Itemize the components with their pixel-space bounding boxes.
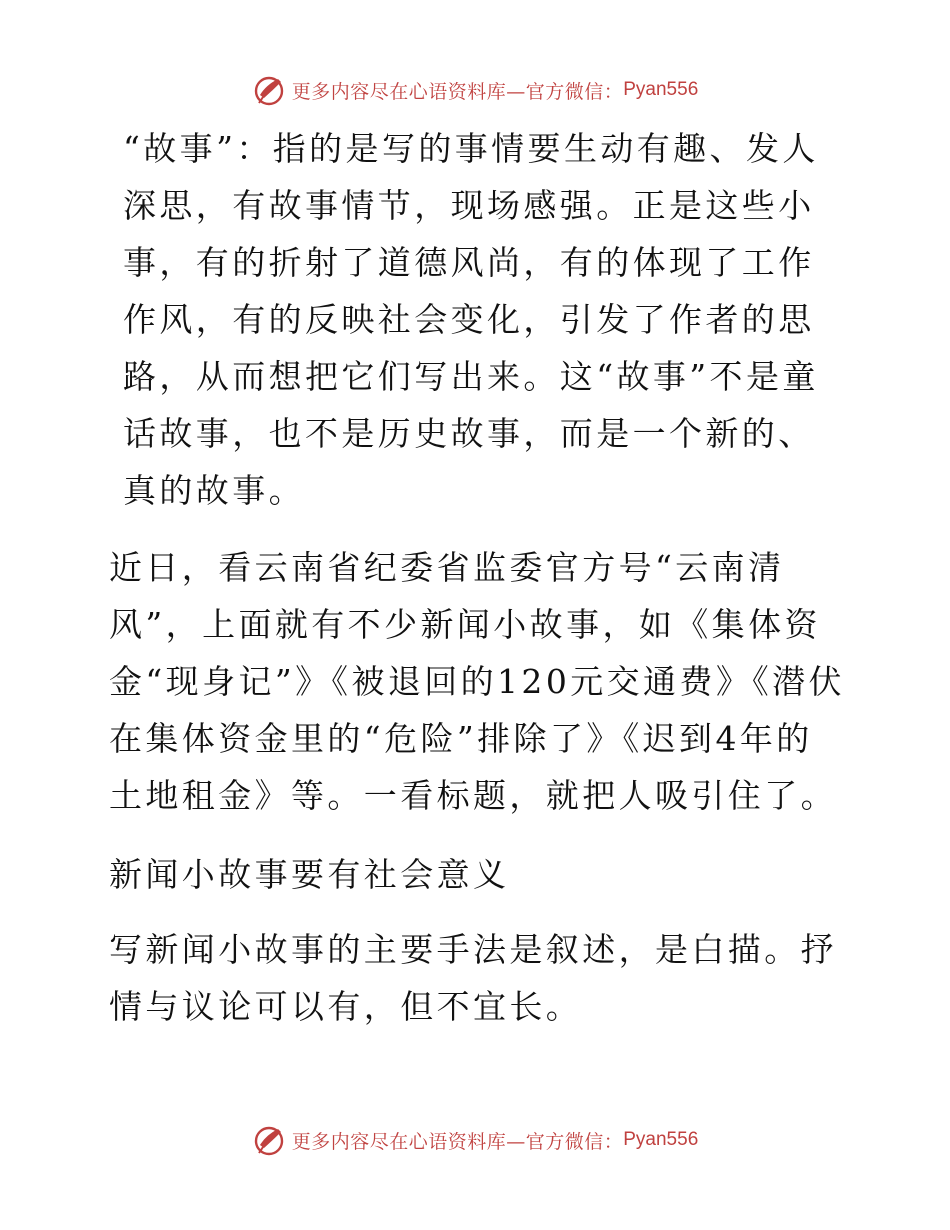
document-body <box>97 120 849 1035</box>
paragraph-yunnan-example: 近日，看云南省纪委省监委官方号“云南清风”，上面就有不少新闻小故事，如《集体资金“现身记”》《被退回的120元交通费》《潜伏在集体资金里的“危险”排除了》《迟到4年的土地租金》等。一看标题，就把人吸引住了。 <box>109 548 845 815</box>
header-watermark <box>0 70 950 110</box>
paragraph-story-definition: “故事”：指的是写的事情要生动有趣、发人深思，有故事情节，现场感强。正是这些小事，有的折射了道德风尚，有的体现了工作作风，有的反映社会变化，引发了作者的思路，从而想把它们写出来。这“故事”不是童话故事，也不是历史故事，而是一个新的、真的故事。 <box>123 129 819 510</box>
watermark-wechat-id: Pyan556 <box>623 79 699 100</box>
paragraph-writing-method: 写新闻小故事的主要手法是叙述，是白描。抒情与议论可以有，但不宜长。 <box>109 930 837 1026</box>
watermark-text: 更多内容尽在心语资料库—官方微信： <box>291 1130 624 1153</box>
watermark-text: 更多内容尽在心语资料库—官方微信： <box>291 80 624 103</box>
footer-watermark <box>0 1120 950 1160</box>
section-heading: 新闻小故事要有社会意义 <box>109 855 510 894</box>
pen-logo-icon <box>252 1123 286 1157</box>
watermark-wechat-id: Pyan556 <box>623 1129 699 1150</box>
pen-logo-icon <box>252 73 286 107</box>
